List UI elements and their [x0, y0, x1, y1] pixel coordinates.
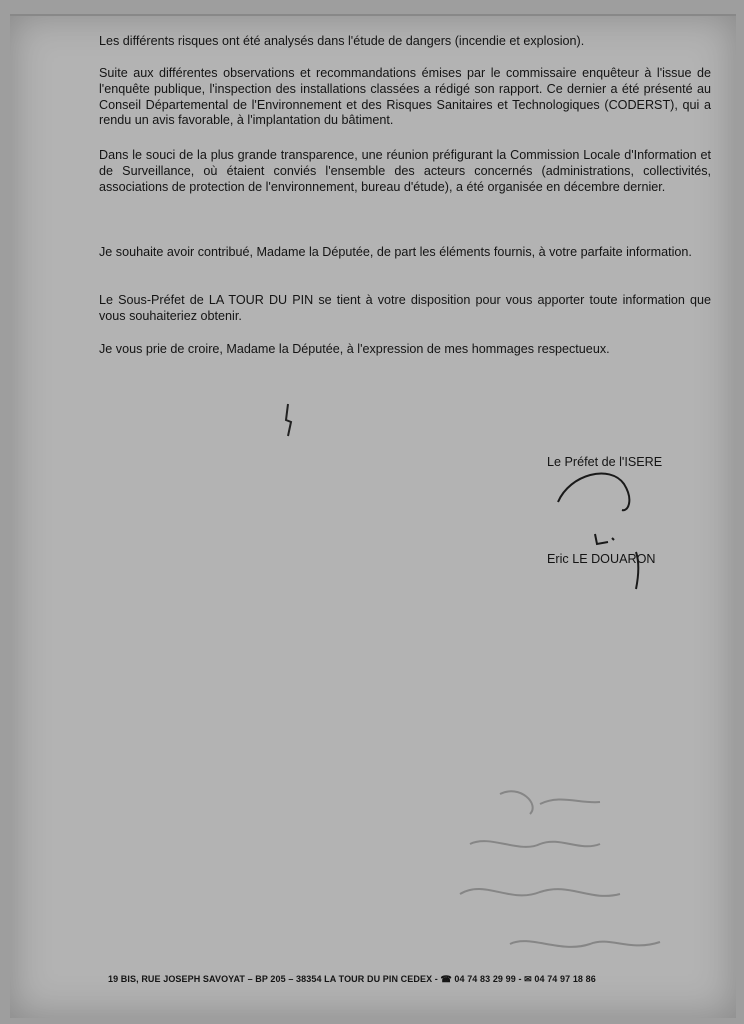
- paragraph-risks: Les différents risques ont été analysés dans l'étude de dangers (incendie et explosion).: [99, 34, 585, 48]
- signatory-name: Eric LE DOUARON: [547, 552, 656, 566]
- handwritten-signature: [550, 464, 680, 594]
- signatory-title: Le Préfet de l'ISERE: [547, 455, 663, 469]
- paragraph-transparency: Dans le souci de la plus grande transparence, une réunion préfigurant la Commission Locale d'Information et de Surveillance, où étaient conviés l'ensemble des acteurs concernés (administrations, collectivités, associations de protection de l'environnement, bureau d'étude), a été organisée en décembre dernier.: [99, 148, 711, 194]
- letter-page: [10, 14, 736, 1018]
- paragraph-inquiry: Suite aux différentes observations et recommandations émises par le commissaire enquêteur à l'issue de l'enquête publique, l'inspection des installations classées a rédigé son rapport. Ce dernier a été présenté au Conseil Départemental de l'Environnement et des Risques Sanitaires et Technologiques (CODERST), qui a rendu un avis favorable, à l'implantation du bâtiment.: [99, 66, 711, 128]
- paragraph-contribution: Je souhaite avoir contribué, Madame la Députée, de part les éléments fournis, à votre parfaite information.: [99, 245, 692, 259]
- pen-mark: [282, 402, 294, 438]
- paragraph-sub-prefect: Le Sous-Préfet de LA TOUR DU PIN se tient à votre disposition pour vous apporter toute information que vous souhaiteriez obtenir.: [99, 293, 711, 323]
- show-through-handwriting: [430, 774, 730, 994]
- paragraph-closing: Je vous prie de croire, Madame la Députée, à l'expression de mes hommages respectueux.: [99, 342, 610, 356]
- letterhead-footer: 19 BIS, RUE JOSEPH SAVOYAT – BP 205 – 38354 LA TOUR DU PIN CEDEX - ☎ 04 74 83 29 99 - ✉ 04 74 97 18 86: [108, 974, 596, 984]
